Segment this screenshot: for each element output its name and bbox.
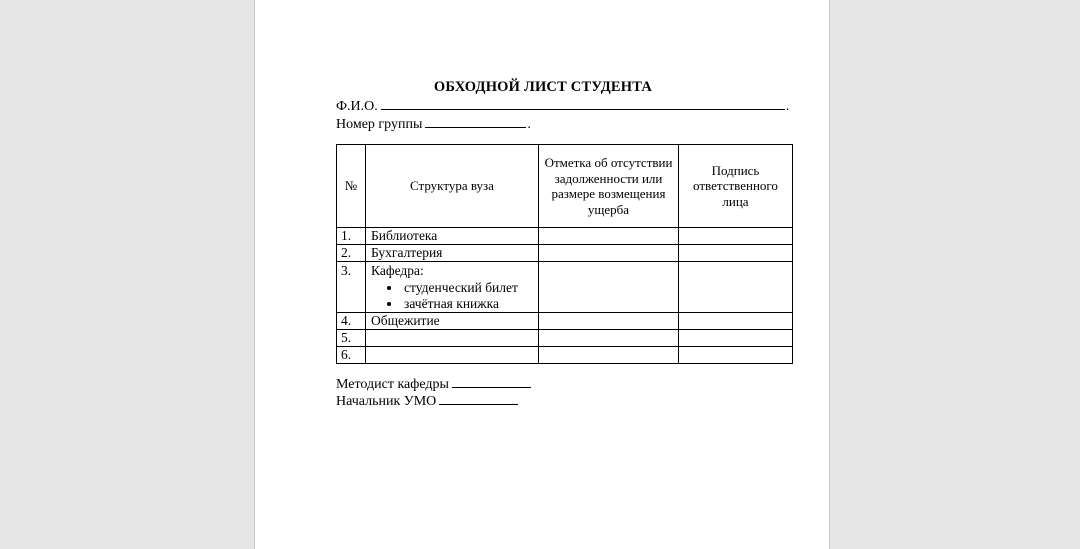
table-header bbox=[337, 145, 793, 228]
row-signature-cell[interactable] bbox=[679, 262, 793, 313]
row-structure[interactable] bbox=[366, 330, 539, 347]
field-group-input[interactable] bbox=[425, 115, 526, 128]
row-mark-cell[interactable] bbox=[539, 330, 679, 347]
page-title: ОБХОДНОЙ ЛИСТ СТУДЕНТА bbox=[433, 79, 653, 95]
footer-head-umo-input[interactable] bbox=[439, 392, 518, 405]
row-mark-cell[interactable] bbox=[539, 262, 679, 313]
column-header-mark: Отметка об отсутствии задолженности или размере возмещения ущерба bbox=[539, 145, 679, 228]
footer-head-umo-label: Начальник УМО bbox=[336, 394, 437, 409]
footer-methodist bbox=[336, 375, 532, 393]
column-header-signature: Подпись ответственного лица bbox=[679, 145, 793, 228]
row-signature-cell[interactable] bbox=[679, 245, 793, 262]
field-group-number bbox=[336, 115, 531, 133]
row-signature-cell[interactable] bbox=[679, 347, 793, 364]
list-item: • зачётная книжка bbox=[402, 296, 538, 312]
row-number: 2. bbox=[337, 245, 366, 262]
footer-head-umo bbox=[336, 392, 519, 410]
field-fio-label: Ф.И.О. bbox=[336, 99, 378, 114]
column-header-structure: Структура вуза bbox=[366, 145, 539, 228]
field-group-trailing: . bbox=[527, 117, 531, 132]
row-structure: Общежитие bbox=[366, 313, 539, 330]
row-structure: Бухгалтерия bbox=[366, 245, 539, 262]
row-structure-kafedra bbox=[366, 262, 539, 313]
table-row bbox=[337, 245, 793, 262]
row-number: 3. bbox=[337, 262, 366, 313]
kafedra-subitems bbox=[371, 280, 538, 312]
row-signature-cell[interactable] bbox=[679, 330, 793, 347]
row-signature-cell[interactable] bbox=[679, 313, 793, 330]
field-fio bbox=[336, 97, 789, 115]
row-number: 4. bbox=[337, 313, 366, 330]
row-number: 5. bbox=[337, 330, 366, 347]
table-row bbox=[337, 228, 793, 245]
row-mark-cell[interactable] bbox=[539, 347, 679, 364]
table-header-row bbox=[337, 145, 793, 228]
table-row bbox=[337, 313, 793, 330]
table-row bbox=[337, 330, 793, 347]
row-structure[interactable] bbox=[366, 347, 539, 364]
field-fio-trailing: . bbox=[785, 99, 790, 114]
row-number: 6. bbox=[337, 347, 366, 364]
document-page bbox=[254, 0, 830, 549]
row-signature-cell[interactable] bbox=[679, 228, 793, 245]
list-item: • студенческий билет bbox=[402, 280, 538, 296]
table-row bbox=[337, 347, 793, 364]
clearance-table bbox=[336, 144, 793, 364]
row-mark-cell[interactable] bbox=[539, 313, 679, 330]
footer-methodist-input[interactable] bbox=[452, 375, 531, 388]
row-mark-cell[interactable] bbox=[539, 245, 679, 262]
footer-methodist-label: Методист кафедры bbox=[336, 377, 449, 392]
row-structure-label: Кафедра: bbox=[371, 263, 424, 278]
field-group-label: Номер группы bbox=[336, 117, 423, 132]
table-row bbox=[337, 262, 793, 313]
column-header-number: № bbox=[337, 145, 366, 228]
field-fio-input[interactable] bbox=[381, 97, 785, 110]
row-mark-cell[interactable] bbox=[539, 228, 679, 245]
row-structure: Библиотека bbox=[366, 228, 539, 245]
row-number: 1. bbox=[337, 228, 366, 245]
table-body bbox=[337, 228, 793, 364]
